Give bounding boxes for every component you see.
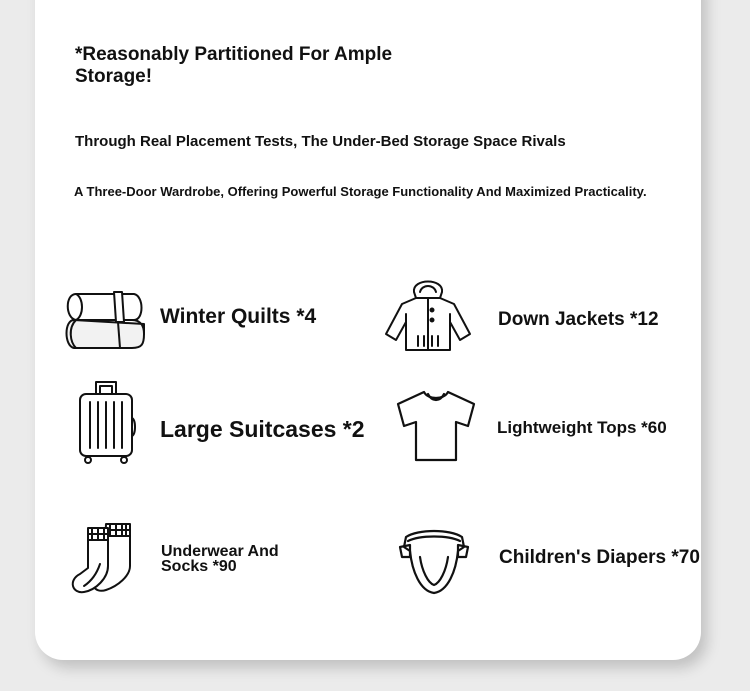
item-label-winter-quilts: Winter Quilts *4 [160, 305, 317, 328]
item-label-large-suitcases: Large Suitcases *2 [160, 416, 365, 442]
subtitle-line-2: A Three-Door Wardrobe, Offering Powerful Storage Functionality And Maximized Practicality. [74, 184, 647, 199]
headline: *Reasonably Partitioned For Ample Storage! [75, 44, 393, 87]
item-label-down-jackets: Down Jackets *12 [498, 309, 659, 330]
item-label-underwear-and-socks: Underwear And Socks *90 [161, 543, 279, 575]
folded-quilts-icon [62, 284, 148, 356]
item-label-childrens-diapers: Children's Diapers *70 [499, 547, 700, 568]
subtitle-line-1: Through Real Placement Tests, The Under-Bed Storage Space Rivals [75, 133, 566, 150]
item-label-lightweight-tops: Lightweight Tops *60 [497, 418, 667, 437]
t-shirt-icon [394, 388, 478, 464]
suitcase-icon [76, 378, 136, 466]
diaper-icon [398, 527, 470, 597]
down-jacket-icon [382, 274, 474, 354]
socks-icon [70, 520, 134, 596]
